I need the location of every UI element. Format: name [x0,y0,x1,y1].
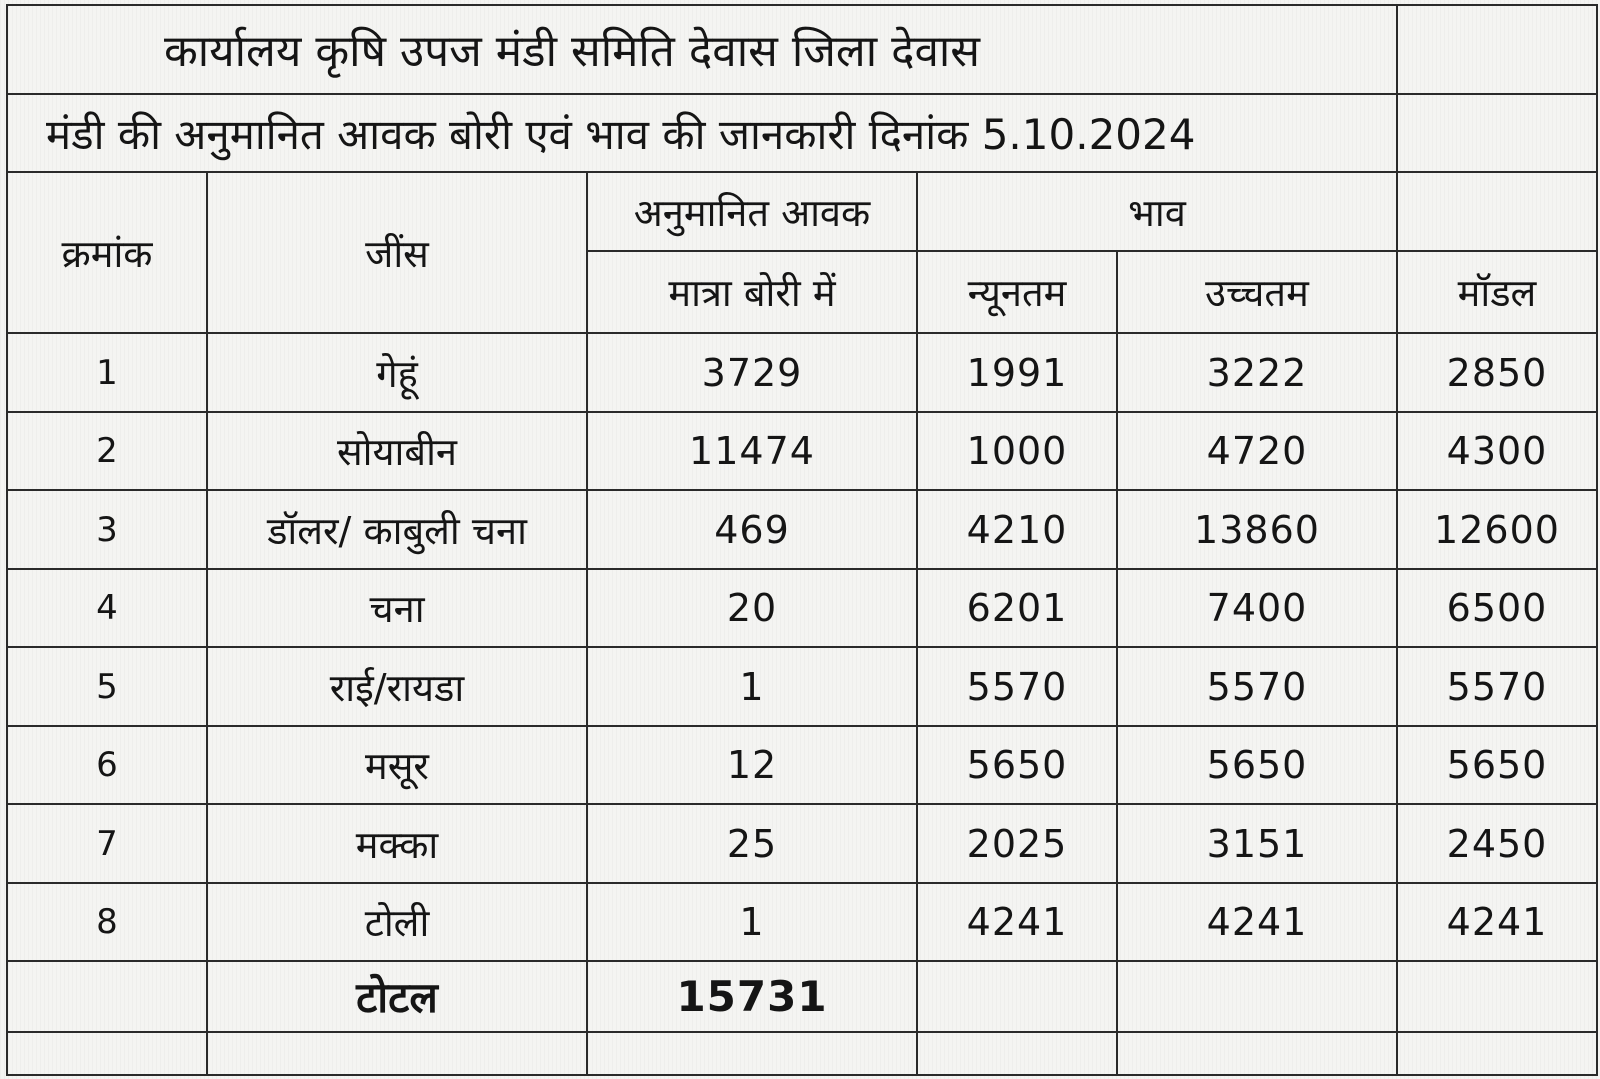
table-row [7,726,1597,804]
min-price-cell: 4241 [917,883,1117,961]
min-price-cell: 2025 [917,804,1117,882]
max-price-cell: 3222 [1117,333,1397,411]
document-subtitle: मंडी की अनुमानित आवक बोरी एवं भाव की जानकारी दिनांक 5.10.2024 [7,94,1397,172]
document-title [7,5,1397,94]
commodity-cell: मक्का [207,804,587,882]
model-price-cell: 12600 [1397,490,1597,568]
blank-cell [587,1032,917,1076]
table-row [7,804,1597,882]
serial-cell: 3 [7,490,207,568]
commodity-cell: सोयाबीन [207,412,587,490]
blank-cell [1117,1032,1397,1076]
header-arrival-bottom: मात्रा बोरी में [587,251,917,334]
model-price-cell: 6500 [1397,569,1597,647]
serial-cell: 8 [7,883,207,961]
header-commodity: जींस [207,172,587,333]
commodity-cell: गेहूं [207,333,587,411]
min-price-cell: 1991 [917,333,1117,411]
table-row [7,647,1597,725]
blank-cell [1117,961,1397,1031]
table-row [7,412,1597,490]
model-price-cell: 4300 [1397,412,1597,490]
max-price-cell: 4241 [1117,883,1397,961]
model-price-cell: 2450 [1397,804,1597,882]
document-title-text: कार्यालय कृषि उपज मंडी समिति देवास जिला देवास [163,26,981,78]
blank-cell [1397,961,1597,1031]
min-price-cell: 4210 [917,490,1117,568]
blank-cell [917,961,1117,1031]
table-row [7,490,1597,568]
blank-cell [207,1032,587,1076]
title-row [7,5,1597,94]
min-price-cell: 6201 [917,569,1117,647]
arrival-cell: 1 [587,647,917,725]
arrival-cell: 469 [587,490,917,568]
model-price-cell: 4241 [1397,883,1597,961]
min-price-cell: 5570 [917,647,1117,725]
commodity-cell: चना [207,569,587,647]
max-price-cell: 7400 [1117,569,1397,647]
blank-cell [917,1032,1117,1076]
blank-cell [1397,5,1597,94]
total-row [7,961,1597,1031]
commodity-cell: टोली [207,883,587,961]
blank-cell [1397,172,1597,250]
blank-cell [1397,94,1597,172]
max-price-cell: 3151 [1117,804,1397,882]
min-price-cell: 5650 [917,726,1117,804]
arrival-cell: 1 [587,883,917,961]
model-price-cell: 5570 [1397,647,1597,725]
header-row-top [7,172,1597,250]
commodity-cell: डॉलर/ काबुली चना [207,490,587,568]
model-price-cell: 5650 [1397,726,1597,804]
header-arrival-top: अनुमानित आवक [587,172,917,250]
max-price-cell: 4720 [1117,412,1397,490]
serial-cell: 6 [7,726,207,804]
max-price-cell: 5570 [1117,647,1397,725]
min-price-cell: 1000 [917,412,1117,490]
commodity-cell: मसूर [207,726,587,804]
header-serial: क्रमांक [7,172,207,333]
arrival-cell: 3729 [587,333,917,411]
commodity-cell: राई/रायडा [207,647,587,725]
arrival-cell: 11474 [587,412,917,490]
total-label: टोटल [207,961,587,1031]
arrival-cell: 12 [587,726,917,804]
header-price: भाव [917,172,1397,250]
table-row [7,883,1597,961]
total-arrival: 15731 [587,961,917,1031]
mandi-rate-table [6,4,1598,1076]
serial-cell: 2 [7,412,207,490]
max-price-cell: 13860 [1117,490,1397,568]
serial-cell: 1 [7,333,207,411]
table-row [7,569,1597,647]
blank-cell [7,961,207,1031]
model-price-cell: 2850 [1397,333,1597,411]
arrival-cell: 25 [587,804,917,882]
serial-cell: 4 [7,569,207,647]
header-min: न्यूनतम [917,251,1117,334]
serial-cell: 5 [7,647,207,725]
table-row [7,333,1597,411]
header-max: उच्चतम [1117,251,1397,334]
blank-row [7,1032,1597,1076]
arrival-cell: 20 [587,569,917,647]
serial-cell: 7 [7,804,207,882]
blank-cell [7,1032,207,1076]
blank-cell [1397,1032,1597,1076]
max-price-cell: 5650 [1117,726,1397,804]
subtitle-row [7,94,1597,172]
header-model: मॉडल [1397,251,1597,334]
